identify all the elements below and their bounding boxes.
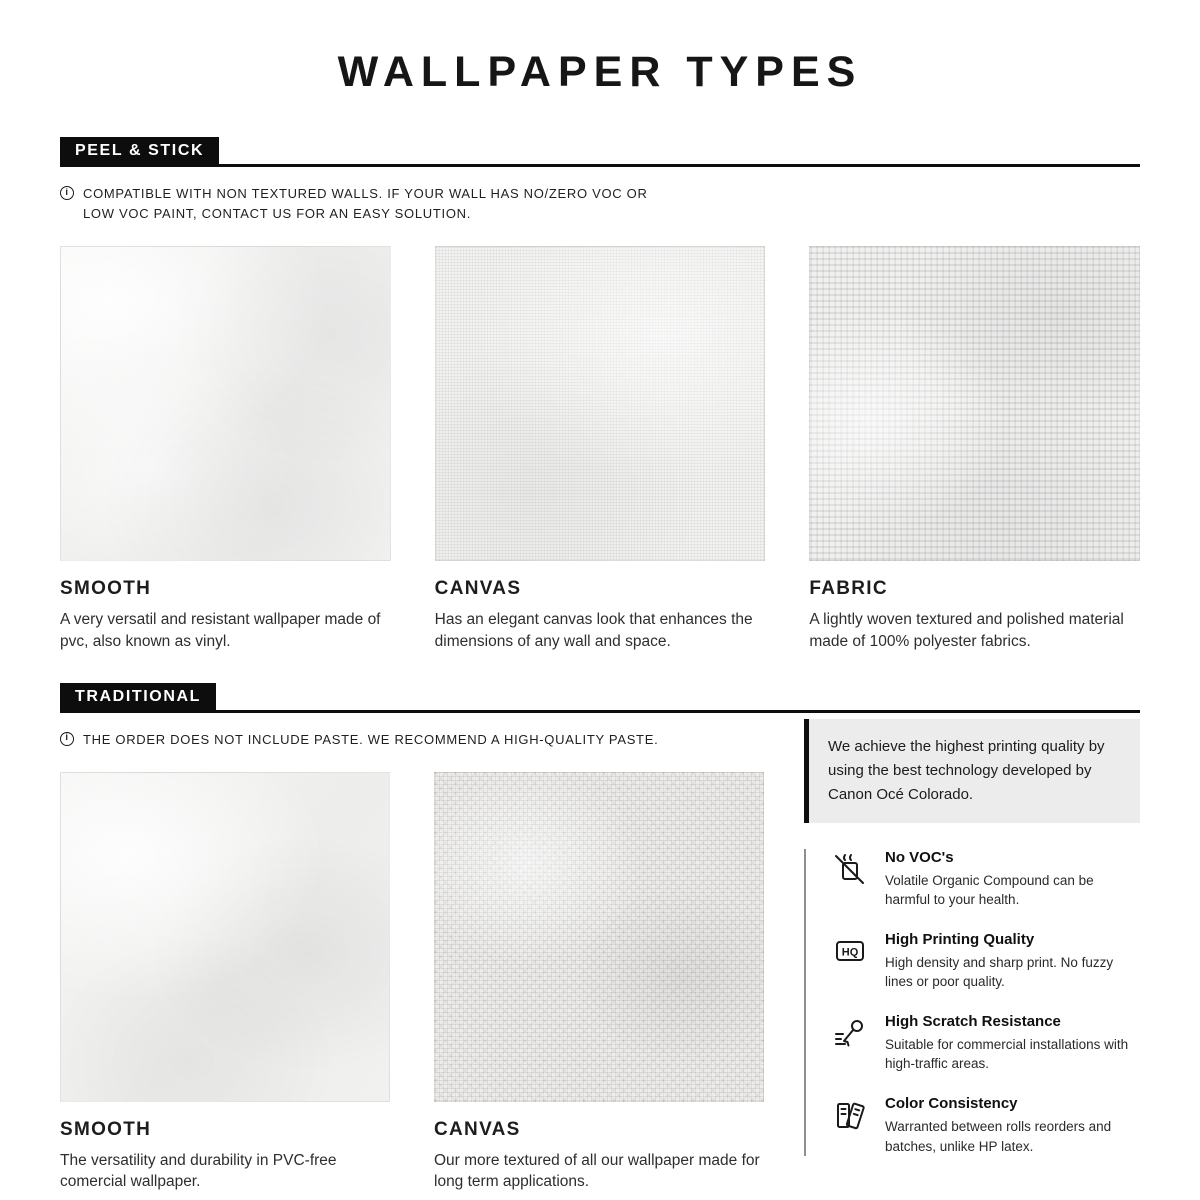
swatch-name: CANVAS — [434, 1118, 521, 1140]
swatch-caption — [60, 578, 391, 652]
swatch-row — [60, 772, 764, 1193]
swatch-row — [60, 246, 1140, 652]
smooth-texture-image — [60, 772, 390, 1102]
feature-title: High Scratch Resistance — [885, 1012, 1061, 1030]
swatch-caption — [60, 1119, 390, 1193]
swatch-description: Our more textured of all our wallpaper made for long term applications. — [434, 1151, 760, 1191]
feature-body — [885, 1095, 1140, 1156]
smooth-texture-image — [60, 246, 391, 561]
section-label: TRADITIONAL — [60, 683, 216, 713]
feature-body — [885, 931, 1140, 992]
swatch-caption — [435, 578, 766, 652]
feature-description: High density and sharp print. No fuzzy lines or poor quality. — [885, 954, 1114, 990]
swatch-name: SMOOTH — [60, 1118, 152, 1140]
swatch-description: A very versatil and resistant wallpaper made of pvc, also known as vinyl. — [60, 611, 381, 650]
swatch-caption — [434, 1119, 764, 1193]
swatch-name: SMOOTH — [60, 578, 152, 600]
feature-title: No VOC's — [885, 848, 954, 866]
swatch-card-fabric — [809, 246, 1140, 652]
scratch-resistance-icon — [830, 1013, 870, 1053]
note-text: THE ORDER DOES NOT INCLUDE PASTE. WE RECOMMEND A HIGH-QUALITY PASTE. — [83, 731, 659, 747]
section-rule — [219, 164, 1140, 167]
section-label: PEEL & STICK — [60, 137, 219, 167]
info-icon: i — [60, 732, 74, 746]
section-note — [60, 184, 1140, 224]
swatch-card-smooth-traditional — [60, 772, 390, 1193]
printing-quality-note: We achieve the highest printing quality by using the best technology developed by Canon Océ Colorado. — [804, 719, 1140, 823]
traditional-content-row — [60, 713, 1140, 1194]
fabric-texture-image — [809, 246, 1140, 561]
feature-title: Color Consistency — [885, 1095, 1018, 1113]
swatch-name: FABRIC — [809, 578, 888, 600]
feature-no-voc — [830, 849, 1140, 910]
swatch-name: CANVAS — [434, 578, 522, 600]
section-header-traditional — [60, 683, 1140, 713]
feature-color-consistency — [830, 1095, 1140, 1156]
feature-title: High Printing Quality — [885, 930, 1035, 948]
no-voc-icon — [830, 849, 870, 889]
high-quality-icon — [830, 931, 870, 971]
color-swatchbook-icon — [830, 1095, 870, 1135]
swatch-card-smooth — [60, 246, 391, 652]
feature-description: Volatile Organic Compound can be harmful to your health. — [885, 872, 1094, 908]
swatch-description: Has an elegant canvas look that enhances the dimensions of any wall and space. — [434, 611, 753, 650]
section-header-peel-and-stick — [60, 137, 1140, 167]
feature-list — [804, 849, 1140, 1157]
swatch-caption — [809, 578, 1140, 652]
feature-body — [885, 1013, 1140, 1074]
feature-high-printing-quality — [830, 931, 1140, 992]
section-note — [60, 730, 764, 750]
feature-scratch-resistance — [830, 1013, 1140, 1074]
canvas-texture-image — [435, 246, 766, 561]
section-traditional — [60, 683, 1140, 1194]
feature-description: Suitable for commercial installations with high-traffic areas. — [885, 1036, 1129, 1072]
swatch-card-canvas-traditional — [434, 772, 764, 1193]
section-peel-and-stick — [60, 137, 1140, 653]
swatch-description: A lightly woven textured and polished material made of 100% polyester fabrics. — [809, 611, 1124, 650]
note-text: COMPATIBLE WITH NON TEXTURED WALLS. IF YOUR WALL HAS NO/ZERO VOC OR LOW VOC PAINT, CONTACT US FOR AN EASY SOLUTION. — [83, 186, 648, 222]
page-title: WALLPAPER TYPES — [337, 48, 863, 96]
canvas-texture-image — [434, 772, 764, 1102]
swatch-card-canvas — [435, 246, 766, 652]
hq-icon-text: HQ — [841, 946, 859, 959]
swatch-description: The versatility and durability in PVC-free comercial wallpaper. — [60, 1151, 337, 1191]
feature-description: Warranted between rolls reorders and batches, unlike HP latex. — [885, 1119, 1112, 1154]
info-icon: i — [60, 186, 74, 200]
feature-body — [885, 849, 1140, 910]
printing-quality-column — [804, 713, 1140, 1194]
traditional-left-column — [60, 713, 764, 1194]
